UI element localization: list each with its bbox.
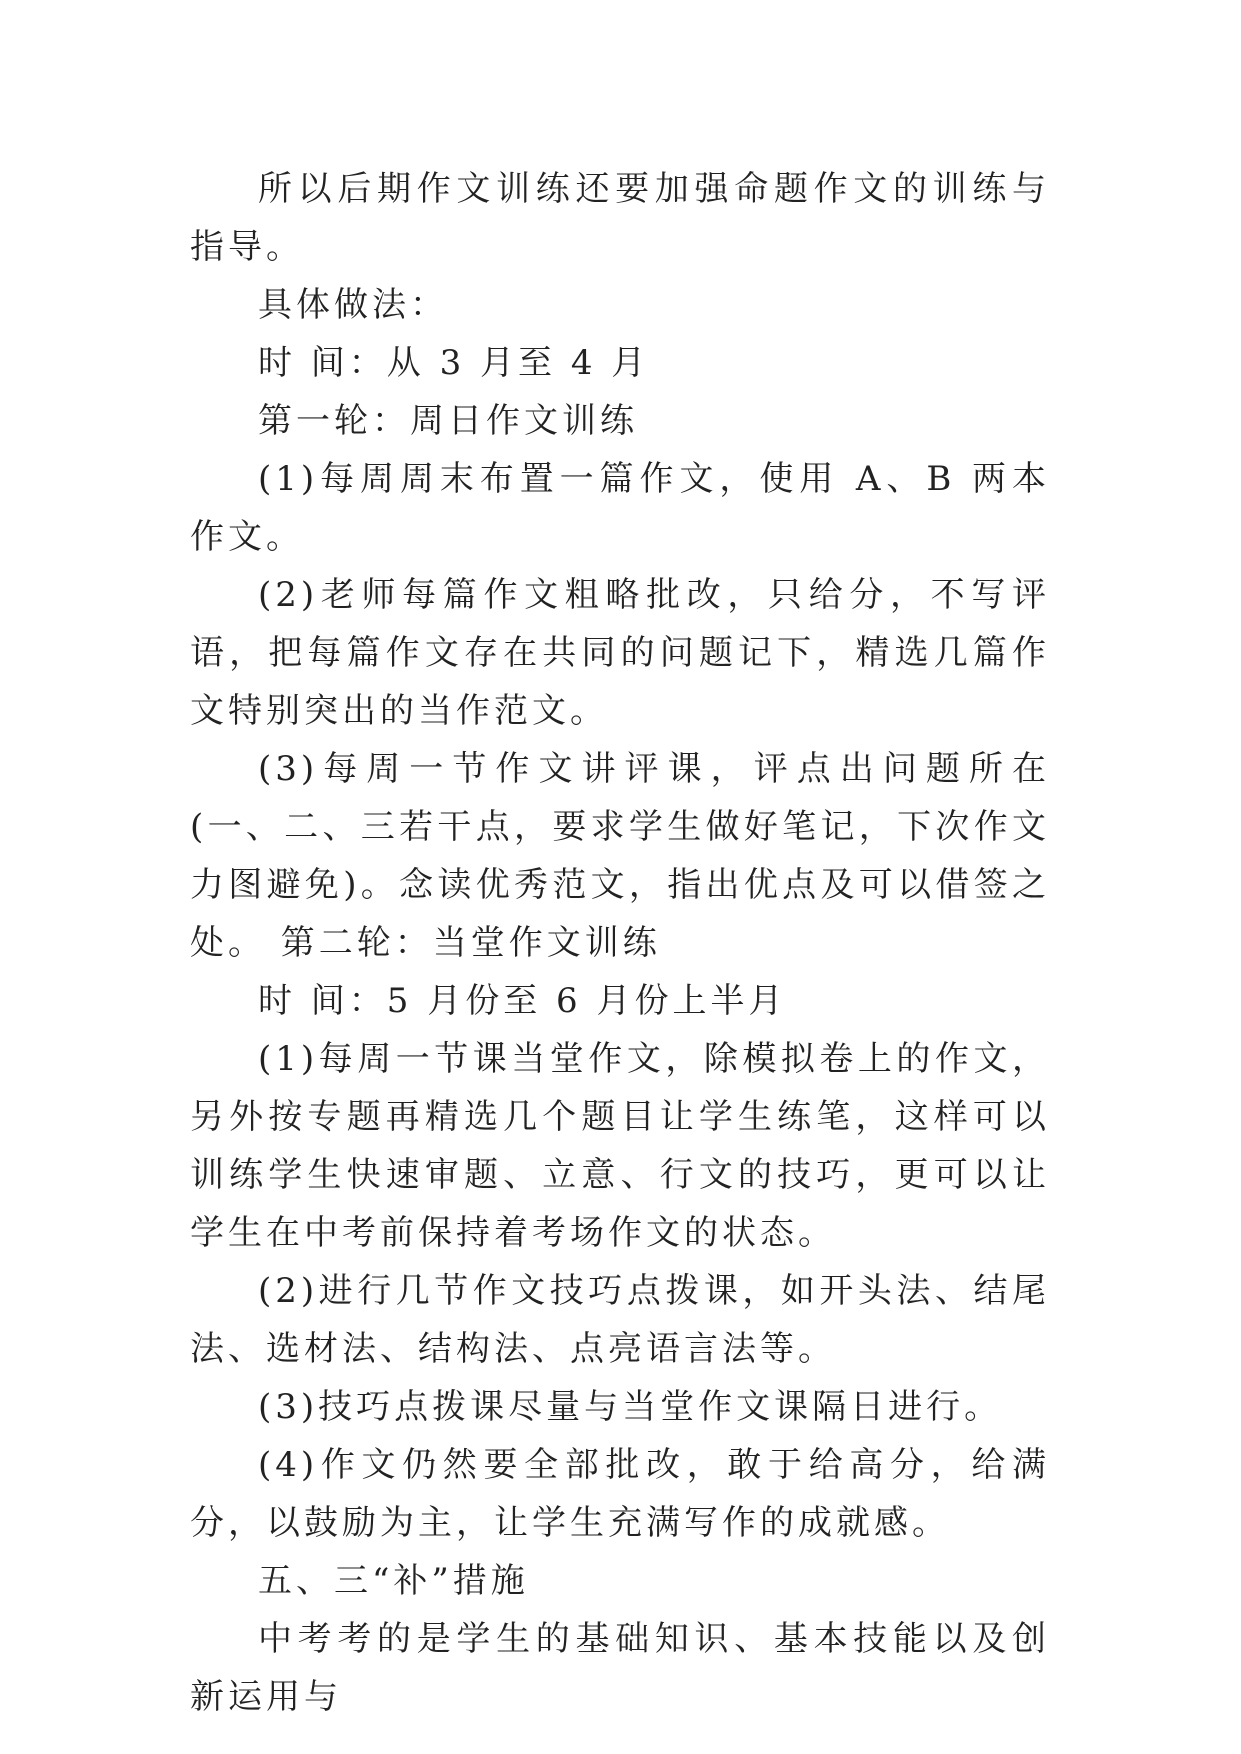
document-body xyxy=(190,160,1050,1726)
section-heading: 五、三“补”措施 xyxy=(258,1561,529,1601)
paragraph: (1)每周周末布置一篇作文，使用 A、B 两本作文。 xyxy=(190,459,1050,557)
paragraph: (2)老师每篇作文粗略批改，只给分，不写评语，把每篇作文存在共同的问题记下，精选几篇作文特别突出的当作范文。 xyxy=(190,575,1050,731)
paragraph: (3)技巧点拨课尽量与当堂作文课隔日进行。 xyxy=(258,1387,1003,1427)
paragraph: 时 间：从 3 月至 4 月 xyxy=(258,343,650,383)
paragraph: 具体做法： xyxy=(258,285,448,325)
paragraph: (4)作文仍然要全部批改，敢于给高分，给满分，以鼓励为主，让学生充满写作的成就感。 xyxy=(190,1445,1050,1543)
paragraph: (1)每周一节课当堂作文，除模拟卷上的作文，另外按专题再精选几个题目让学生练笔，这样可以训练学生快速审题、立意、行文的技巧，更可以让学生在中考前保持着考场作文的状态。 xyxy=(190,1039,1050,1253)
paragraph: (2)进行几节作文技巧点拨课，如开头法、结尾法、选材法、结构法、点亮语言法等。 xyxy=(190,1271,1050,1369)
paragraph: 所以后期作文训练还要加强命题作文的训练与指导。 xyxy=(190,169,1050,267)
paragraph: (3)每周一节作文讲评课，评点出问题所在(一、二、三若干点，要求学生做好笔记，下次作文力图避免)。念读优秀范文，指出优点及可以借签之处。 第二轮：当堂作文训练 xyxy=(190,749,1050,963)
paragraph: 第一轮：周日作文训练 xyxy=(258,401,638,441)
paragraph: 时 间：5 月份至 6 月份上半月 xyxy=(258,981,787,1021)
paragraph: 中考考的是学生的基础知识、基本技能以及创新运用与 xyxy=(190,1619,1050,1717)
